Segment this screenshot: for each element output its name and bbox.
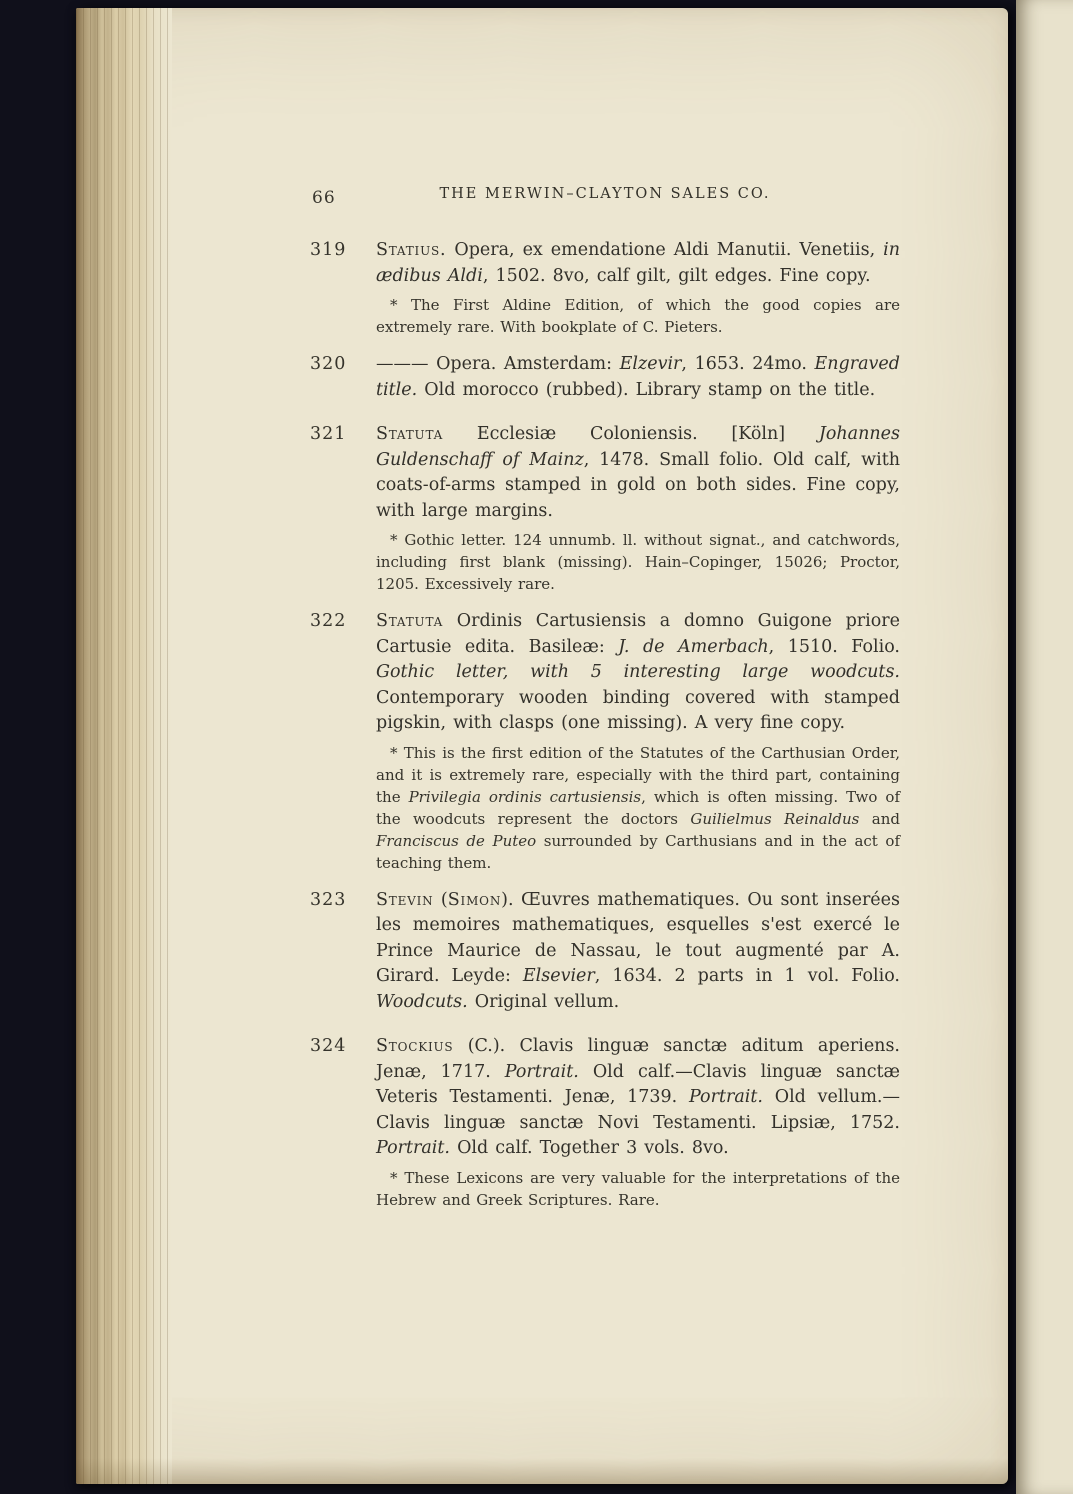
page-number: 66: [312, 188, 336, 208]
entry-note: [376, 294, 900, 338]
text-segment: Guilielmus Reinaldus: [690, 809, 860, 828]
text-segment: Ecclesiæ Coloniensis. [Köln]: [443, 424, 819, 444]
catalog-entry: [310, 422, 900, 595]
text-segment: Portrait.: [504, 1061, 579, 1082]
text-segment: ——— Opera. Amsterdam:: [376, 354, 620, 374]
text-segment: , 1502. 8vo, calf gilt, gilt edges. Fine copy.: [482, 265, 871, 286]
text-segment: in ædibus Aldi: [376, 240, 900, 286]
lot-number: 321: [310, 424, 347, 444]
entry-body: [376, 238, 900, 289]
text-segment: Old morocco (rubbed). Library stamp on the title.: [417, 379, 876, 400]
adjacent-page-edge: [1016, 0, 1073, 1494]
text-segment: Statuta: [376, 611, 444, 631]
text-segment: ). Œuvres mathematiques. Ou sont inserées les memoires mathematiques, esquelles s'est exercé le Prince Maurice de Nassau, le tout augmenté par A. Girard. Leyde:: [376, 889, 901, 986]
lot-number: 324: [310, 1036, 347, 1056]
text-segment: , 1478. Small folio. Old calf, with coats-of-arms stamped in gold on both sides. Fine copy, with large margins.: [376, 449, 900, 521]
running-title: THE MERWIN–CLAYTON SALES CO.: [439, 186, 771, 202]
entry-notes: [376, 742, 900, 874]
text-segment: Woodcuts.: [376, 991, 468, 1012]
text-segment: Franciscus de Puteo: [376, 831, 537, 850]
text-segment: * Gothic letter. 124 unnumb. ll. without signat., and catchwords, including first blank (missing). Hain–Copinger, 15026; Proctor, 1205. Excessively rare.: [376, 531, 900, 593]
lot-number: 320: [310, 354, 347, 374]
entry-note: [376, 1167, 900, 1211]
text-segment: surrounded by Carthusians and in the act of teaching them.: [376, 831, 900, 872]
text-segment: and: [859, 809, 900, 828]
text-segment: , which is often missing. Two of the woodcuts represent the doctors: [376, 787, 900, 828]
text-segment: J. de Amerbach: [618, 636, 769, 657]
catalog-entry: [310, 352, 900, 408]
entry-body: [376, 609, 900, 737]
text-segment: Contemporary wooden binding covered with stamped pigskin, with clasps (one missing). A very fine copy.: [376, 687, 900, 733]
text-segment: Elsevier: [522, 966, 595, 986]
entry-notes: [376, 294, 900, 338]
entry-note: [376, 529, 900, 595]
entry-body: [376, 1034, 900, 1162]
text-segment: Privilegia ordinis cartusiensis: [408, 787, 642, 806]
page-content: [310, 186, 900, 1225]
text-segment: Johannes Guldenschaff of Mainz: [376, 424, 900, 470]
catalog-entry: [310, 238, 900, 338]
entry-body: [376, 422, 900, 524]
lot-number: 319: [310, 240, 347, 260]
entry-notes: [376, 1167, 900, 1211]
text-segment: Elzevir: [619, 354, 682, 374]
entry-notes: [376, 529, 900, 595]
entry-text-block: [376, 238, 900, 338]
catalog-entry: [310, 1034, 900, 1211]
text-segment: * This is the first edition of the Statutes of the Carthusian Order, and it is extremely rare, especially with the third part, containing the: [376, 743, 900, 806]
text-segment: Opera, ex emendatione Aldi Manutii. Venetiis,: [446, 240, 884, 260]
text-segment: Old calf.—Clavis linguæ sanctæ Veteris Testamenti. Jenæ, 1739.: [376, 1061, 900, 1107]
text-segment: Engraved title.: [376, 354, 900, 400]
entry-text-block: [376, 1034, 900, 1211]
catalog-entry: [310, 888, 900, 1021]
text-segment: (C.). Clavis linguæ sanctæ aditum aperiens. Jenæ, 1717.: [376, 1036, 900, 1082]
text-segment: * These Lexicons are very valuable for the interpretations of the Hebrew and Greek Scriptures. Rare.: [376, 1168, 900, 1209]
text-segment: (: [433, 889, 448, 910]
entry-body: [376, 888, 900, 1016]
text-segment: Simon: [447, 889, 502, 910]
text-segment: , 1634. 2 parts in 1 vol. Folio.: [594, 966, 900, 986]
text-segment: Ordinis Cartusiensis a domno Guigone priore Cartusie edita. Basileæ:: [376, 611, 900, 657]
text-segment: Old vellum.—Clavis linguæ sanctæ Novi Testamenti. Lipsiæ, 1752.: [376, 1087, 900, 1133]
text-segment: Original vellum.: [467, 991, 620, 1012]
entry-text-block: [376, 422, 900, 595]
spine-gutter-page-edges: [76, 8, 172, 1484]
text-segment: Statuta: [376, 424, 444, 444]
text-segment: Portrait.: [688, 1087, 763, 1107]
text-segment: Stevin: [376, 889, 434, 910]
page-header: [310, 186, 900, 210]
page-bottom-shading: [76, 1458, 1008, 1484]
entry-text-block: [376, 888, 900, 1021]
entry-text-block: [376, 609, 900, 874]
entry-note: [376, 742, 900, 874]
lot-number: 322: [310, 611, 347, 631]
text-segment: , 1510. Folio.: [768, 636, 900, 657]
text-segment: Portrait.: [376, 1138, 450, 1158]
text-segment: Statius.: [376, 240, 447, 260]
text-segment: Gothic letter, with 5 interesting large woodcuts.: [376, 662, 900, 682]
text-segment: Stockius: [376, 1036, 454, 1056]
text-segment: , 1653. 24mo.: [681, 354, 815, 374]
text-segment: * The First Aldine Edition, of which the good copies are extremely rare. With bookplate of C. Pieters.: [376, 296, 900, 336]
book-page: [76, 8, 1008, 1484]
entry-list: [310, 238, 900, 1211]
entry-text-block: [376, 352, 900, 408]
catalog-entry: [310, 609, 900, 874]
lot-number: 323: [310, 889, 347, 910]
text-segment: Old calf. Together 3 vols. 8vo.: [450, 1138, 729, 1158]
entry-body: [376, 352, 900, 403]
